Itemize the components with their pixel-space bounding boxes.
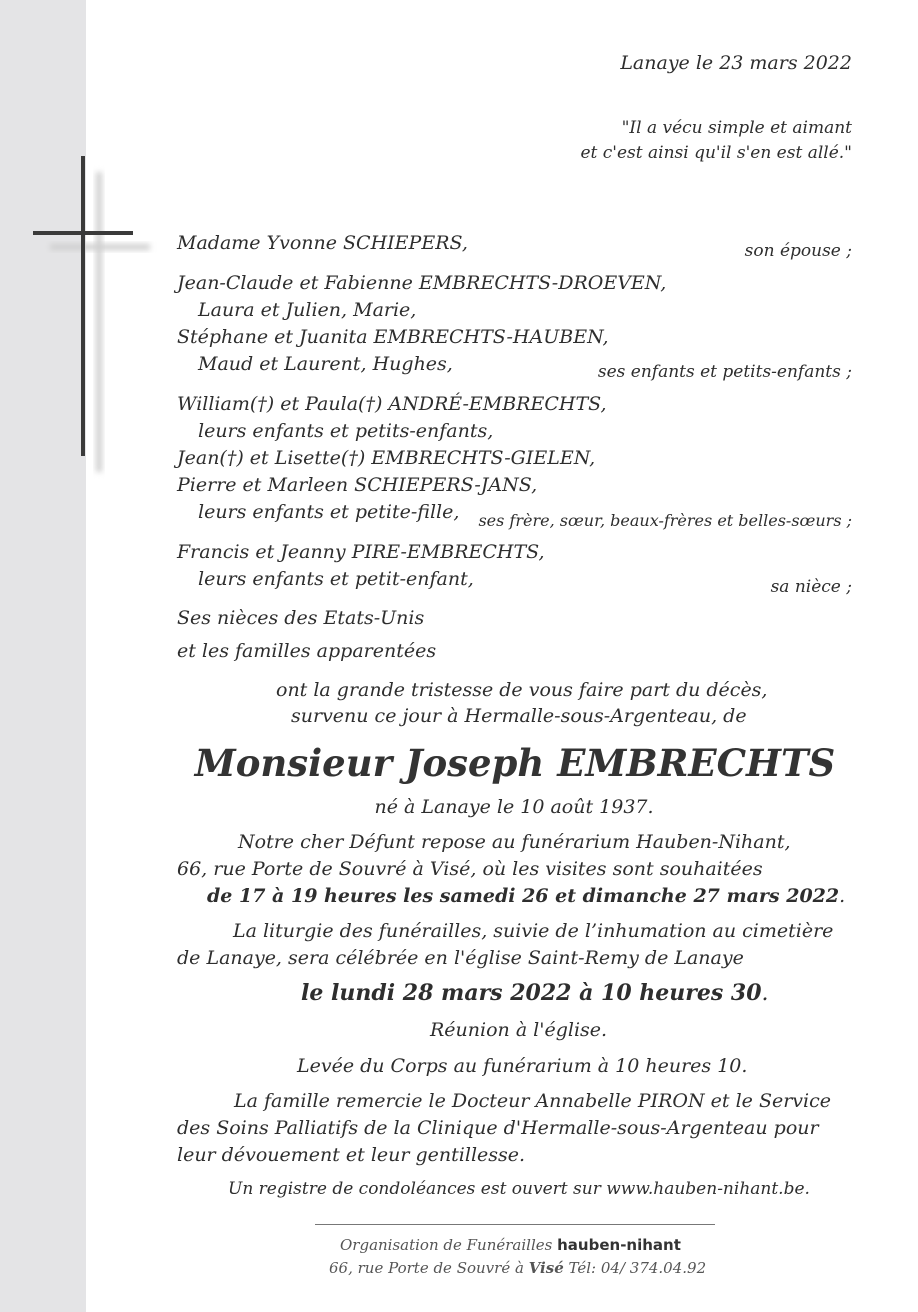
wife-name: Madame Yvonne SCHIEPERS, (177, 232, 468, 254)
funeral-date (301, 980, 769, 1006)
visits-hours (207, 885, 845, 907)
family-line: Jean(†) et Lisette(†) EMBRECHTS-GIELEN, (177, 447, 596, 469)
family-line: Stéphane et Juanita EMBRECHTS-HAUBEN, (177, 326, 609, 348)
family-line: William(†) et Paula(†) ANDRÉ-EMBRECHTS, (177, 393, 607, 415)
wife-relation: son épouse ; (744, 241, 852, 261)
place-date: Lanaye le 23 mars 2022 (620, 52, 852, 74)
announcement-line-2: survenu ce jour à Hermalle-sous-Argenteau, de (291, 705, 747, 727)
levee-line: Levée du Corps au funérarium à 10 heures 10. (297, 1055, 748, 1077)
thanks-line-3: leur dévouement et leur gentillesse. (177, 1144, 526, 1166)
thanks-line-2: des Soins Palliatifs de la Clinique d'Hermalle-sous-Argenteau pour (177, 1117, 819, 1139)
registry-line: Un registre de condoléances est ouvert sur www.hauben-nihant.be. (228, 1179, 810, 1199)
brand-logo: hauben-nihant (557, 1236, 681, 1254)
footer-city: Visé (528, 1259, 564, 1277)
footer-phone: Tél: 04/ 374.04.92 (568, 1259, 707, 1277)
birth-line: né à Lanaye le 10 août 1937. (374, 796, 654, 818)
family-line: et les familles apparentées (177, 640, 437, 662)
family-line: Maud et Laurent, Hughes, (198, 353, 453, 375)
announcement-line-1: ont la grande tristesse de vous faire part du décès, (276, 679, 768, 701)
family-line: leurs enfants et petits-enfants, (198, 420, 494, 442)
funeral-line-2: de Lanaye, sera célébrée en l'église Saint-Remy de Lanaye (177, 947, 744, 969)
funeral-date-text: le lundi 28 mars 2022 à 10 heures 30 (301, 980, 762, 1006)
family-line: leurs enfants et petite-fille, (198, 501, 460, 523)
visits-line-1: Notre cher Défunt repose au funérarium Hauben-Nihant, (238, 831, 791, 853)
quote-line-1: "Il a vécu simple et aimant (621, 118, 852, 138)
footer-divider (315, 1224, 715, 1225)
latin-cross-icon (30, 150, 160, 480)
funeral-line-1: La liturgie des funérailles, suivie de l’inhumation au cimetière (233, 920, 834, 942)
meeting-line: Réunion à l'église. (430, 1019, 608, 1041)
visits-line-2: 66, rue Porte de Souvré à Visé, où les visites sont souhaitées (177, 858, 763, 880)
family-line: leurs enfants et petit-enfant, (198, 568, 474, 590)
footer-address-text: 66, rue Porte de Souvré à (329, 1259, 524, 1277)
thanks-line-1: La famille remercie le Docteur Annabelle PIRON et le Service (234, 1090, 831, 1112)
family-line: Ses nièces des Etats-Unis (177, 607, 425, 629)
funeral-date-end: . (761, 981, 769, 1006)
footer-organisation (340, 1236, 681, 1254)
family-line: Jean-Claude et Fabienne EMBRECHTS-DROEVEN, (177, 272, 667, 294)
deceased-name: Monsieur Joseph EMBRECHTS (194, 741, 836, 785)
family-line: Francis et Jeanny PIRE-EMBRECHTS, (177, 541, 545, 563)
siblings-relation: ses frère, sœur, beaux-frères et belles-sœurs ; (478, 511, 852, 530)
family-line: Pierre et Marleen SCHIEPERS-JANS, (177, 474, 538, 496)
footer-address (329, 1259, 706, 1277)
niece-relation: sa nièce ; (770, 577, 852, 597)
footer-organisation-label: Organisation de Funérailles (340, 1236, 553, 1254)
quote-line-2: et c'est ainsi qu'il s'en est allé." (580, 143, 852, 163)
visits-hours-end: . (839, 885, 846, 907)
family-line: Laura et Julien, Marie, (198, 299, 417, 321)
children-relation: ses enfants et petits-enfants ; (597, 362, 852, 382)
visits-hours-text: de 17 à 19 heures les samedi 26 et dimanche 27 mars 2022 (207, 885, 840, 907)
